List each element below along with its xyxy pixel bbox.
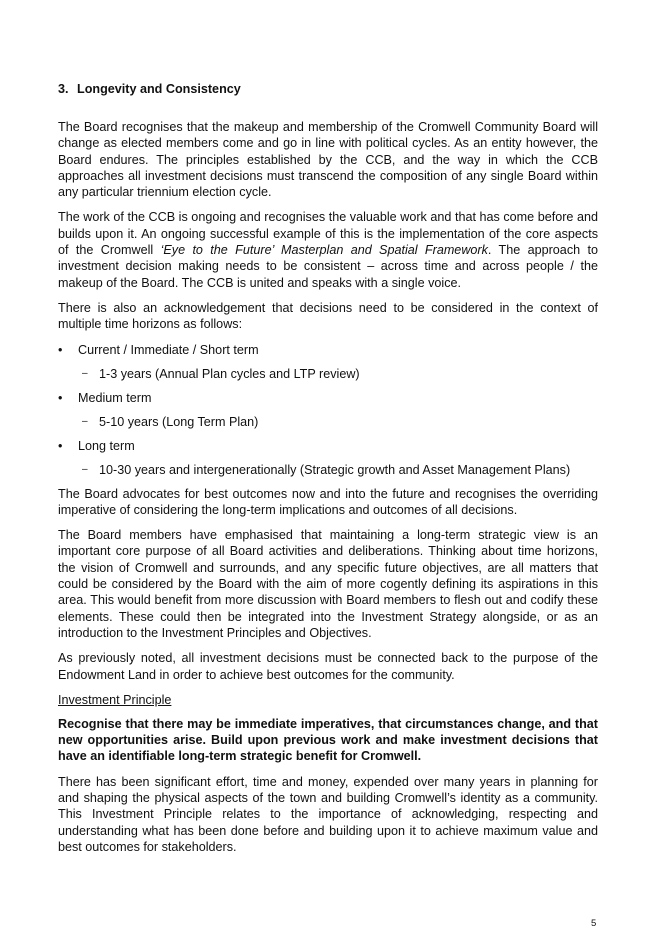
- sub-list-item: [78, 366, 598, 382]
- investment-principle-statement: Recognise that there may be immediate imperatives, that circumstances change, and that new opportunities arise. Build upon previous work and make investment decisions that have an identifiable long-term strategic benefit for Cromwell.: [58, 716, 598, 764]
- masterplan-title: ‘Eye to the Future’ Masterplan and Spatial Framework: [160, 243, 488, 258]
- dash-icon: –: [82, 415, 88, 427]
- list-item-medium-term: [58, 390, 598, 430]
- bullet-icon: •: [58, 438, 63, 453]
- sub-list-item-label: 5-10 years (Long Term Plan): [99, 414, 259, 429]
- list-item-short-term: [58, 342, 598, 382]
- sub-list: [78, 462, 598, 478]
- list-item-label: Medium term: [78, 390, 152, 405]
- sub-list-item: [78, 414, 598, 430]
- bullet-icon: •: [58, 342, 63, 357]
- page-number: 5: [591, 918, 597, 929]
- sub-list-item-label: 1-3 years (Annual Plan cycles and LTP review): [99, 366, 360, 381]
- list-item-label: Current / Immediate / Short term: [78, 342, 259, 357]
- paragraph-text: The work of the CCB is ongoing and recognises the valuable work and that has come before and builds upon it. An ongoing successful example of this is the implementation of the core aspects of the Cromwell: [58, 210, 598, 258]
- paragraph-board-advocates: The Board advocates for best outcomes now and into the future and recognises the overriding imperative of considering the long-term implications and outcomes of all decisions.: [58, 486, 598, 517]
- dash-icon: –: [82, 463, 88, 475]
- section-title: Longevity and Consistency: [77, 82, 241, 96]
- sub-list-item-label: 10-30 years and intergenerationally (Strategic growth and Asset Management Plans): [99, 462, 571, 477]
- paragraph-text: . The approach to investment decision making needs to be consistent – across time and across people / the makeup of the Board. The CCB is united and speaks with a single voice.: [58, 243, 598, 290]
- section-heading: [58, 81, 598, 97]
- list-item-long-term: [58, 438, 598, 478]
- paragraph-time-horizons-intro: There is also an acknowledgement that decisions need to be considered in the context of multiple time horizons as follows:: [58, 300, 598, 332]
- paragraph-board-recognises: The Board recognises that the makeup and membership of the Cromwell Community Board will change as elected members come and go in line with political cycles. As an entity however, the Board endures. The principles established by the CCB, and the way in which the CCB approaches all investment decisions must transcend the composition of any single Board within any particular triennium election cycle.: [58, 120, 598, 200]
- sub-list: [78, 366, 598, 382]
- section-number: 3.: [58, 82, 69, 96]
- list-item-label: Long term: [78, 438, 135, 453]
- bullet-icon: •: [58, 390, 63, 405]
- paragraph-long-term-view: The Board members have emphasised that maintaining a long-term strategic view is an important core purpose of all Board activities and deliberations. Thinking about time horizons, the vision of Cromwell and surrounds, and any specific future objectives, are all matters that could be considered by the Board with the aim of more cogently defining its aspirations in this area. This would benefit from more discussion with Board members to flesh out and codify these elements. These could then be integrated into the Investment Strategy alongside, or as an introduction to the Investment Principles and Objectives.: [58, 528, 598, 640]
- time-horizons-list: [58, 342, 598, 478]
- paragraph-work-of-ccb: [58, 209, 598, 290]
- paragraph-previously-noted: As previously noted, all investment decisions must be connected back to the purpose of the Endowment Land in order to achieve best outcomes for the community.: [58, 651, 598, 682]
- sub-list: [78, 414, 598, 430]
- sub-list-item: [78, 462, 598, 478]
- investment-principle-heading: Investment Principle: [58, 692, 172, 707]
- dash-icon: –: [82, 367, 88, 379]
- page-content: [58, 81, 598, 864]
- paragraph-significant-effort: There has been significant effort, time and money, expended over many years in planning for and shaping the physical aspects of the town and building Cromwell’s identity as a community. This Investment Principle relates to the importance of acknowledging, respecting and understanding what has been done before and building upon it to achieve maximum value and best outcomes for stakeholders.: [58, 774, 598, 854]
